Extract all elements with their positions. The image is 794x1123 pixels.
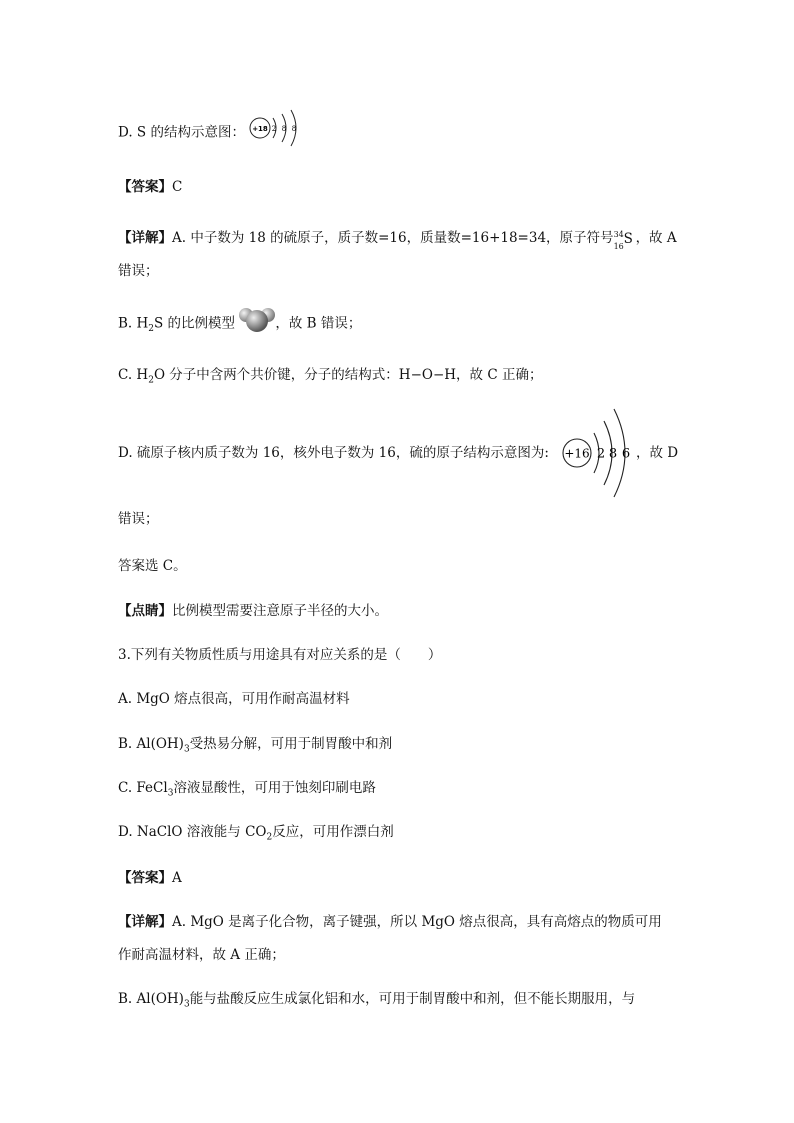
detail2-cont <box>118 946 285 964</box>
answer-value-2: A <box>172 870 182 886</box>
detail-d-text: D. 硫原子核内质子数为 16，核外电子数为 16，硫的原子结构示意图为: <box>118 445 549 461</box>
detail2-text: A. MgO 是离子化合物，离子键强，所以 MgO 熔点很高，具有高熔点的物质可用 <box>172 914 662 930</box>
option-d-line <box>118 118 309 148</box>
detail-d-tail: ，故 D <box>636 445 679 461</box>
answer-line-2 <box>118 869 182 887</box>
detail2-line <box>118 913 662 931</box>
q3-option-a <box>118 690 350 708</box>
shell-2-large: 8 <box>608 446 618 462</box>
detail-a-cont-text: 错误； <box>118 263 159 279</box>
answer-line-1 <box>118 178 182 196</box>
detail-tag-1: 【详解】 <box>118 230 172 246</box>
detail-d-tail-line <box>636 444 678 462</box>
q3-option-c <box>118 779 376 803</box>
atom-structure-diagram-large <box>560 407 640 499</box>
q3-option-c-text: 溶液显酸性，可用于蚀刻印刷电路 <box>173 780 376 796</box>
detail-c-prefix: C. H <box>118 367 149 383</box>
q3-option-d-text: 反应，可用作漂白剂 <box>272 824 394 840</box>
q3-option-b-prefix: B. Al(OH) <box>118 736 184 752</box>
shell-1-large: 2 <box>596 446 606 462</box>
nucleus-charge-large: +16 <box>564 446 590 461</box>
question-3-text: 3.下列有关物质性质与用途具有对应关系的是（ ） <box>118 647 442 663</box>
detail-a-cont <box>118 262 159 280</box>
shell-3-large: 6 <box>621 446 631 462</box>
detail-d-cont-text: 错误； <box>118 511 159 527</box>
q3-option-c-sub: 3 <box>167 788 174 799</box>
nuclide-symbol <box>613 229 636 251</box>
detail-c-line <box>118 366 542 390</box>
q3-option-b-sub: 3 <box>183 744 190 755</box>
detail-tag-2: 【详解】 <box>118 914 172 930</box>
detail-b-text: S 的比例模型 <box>154 315 236 332</box>
nuclide-z: 16 <box>613 241 624 251</box>
answer-value-1: C <box>172 179 183 195</box>
detail-a-line <box>118 229 677 251</box>
detail-d-cont <box>118 510 159 528</box>
q3-option-b <box>118 735 392 759</box>
answer-selection-text: 答案选 C。 <box>118 558 187 574</box>
detail-c-sub: 2 <box>148 375 154 386</box>
q3-option-d-prefix: D. NaClO 溶液能与 CO <box>118 824 267 840</box>
shell-3-small: 8 <box>292 125 297 133</box>
detail2-b-prefix: B. Al(OH) <box>118 991 184 1007</box>
answer-tag-1: 【答案】 <box>118 179 172 195</box>
atom-structure-diagram-small <box>249 108 309 148</box>
q3-option-d <box>118 823 394 847</box>
detail2-cont-text: 作耐高温材料，故 A 正确； <box>118 947 285 963</box>
answer-selection-line <box>118 557 187 575</box>
detail-d-line <box>118 444 549 462</box>
detail2-b-sub: 3 <box>183 999 190 1010</box>
option-d-text: D. S 的结构示意图： <box>118 124 245 141</box>
comment-text: 比例模型需要注意原子半径的大小。 <box>172 603 388 619</box>
shell-1-small: 2 <box>272 125 277 133</box>
nuclide-mass: 34 <box>613 229 624 239</box>
detail-b-sub: 2 <box>148 324 155 335</box>
shell-2-small: 8 <box>282 125 287 133</box>
q3-option-b-text: 受热易分解，可用于制胃酸中和剂 <box>189 736 393 752</box>
detail2-b-line <box>118 990 635 1014</box>
q3-option-c-prefix: C. FeCl <box>118 780 168 796</box>
detail-a-tail: ，故 A <box>635 230 677 246</box>
detail-b-line <box>118 314 361 338</box>
comment-line <box>118 602 388 620</box>
detail-a-text: A. 中子数为 18 的硫原子，质子数=16，质量数=16+18=34，原子符号 <box>172 230 614 246</box>
answer-tag-2: 【答案】 <box>118 870 172 886</box>
detail2-b-text: 能与盐酸反应生成氯化铝和水，可用于制胃酸中和剂，但不能长期服用，与 <box>189 991 636 1007</box>
comment-tag: 【点睛】 <box>118 603 172 619</box>
h2s-space-filling-model-icon <box>237 306 277 334</box>
nuclide-element: S <box>623 230 633 247</box>
nucleus-charge-small: +18 <box>252 125 269 133</box>
q3-option-d-sub: 2 <box>266 832 273 843</box>
q3-option-a-text: A. MgO 熔点很高，可用作耐高温材料 <box>118 691 350 707</box>
detail-c-text: O 分子中含两个共价键，分子的结构式：H−O−H，故 C 正确； <box>153 367 543 383</box>
detail-b-tail: ，故 B 错误； <box>275 315 362 332</box>
question-3-stem <box>118 646 441 664</box>
detail-b-prefix: B. H <box>118 315 149 332</box>
